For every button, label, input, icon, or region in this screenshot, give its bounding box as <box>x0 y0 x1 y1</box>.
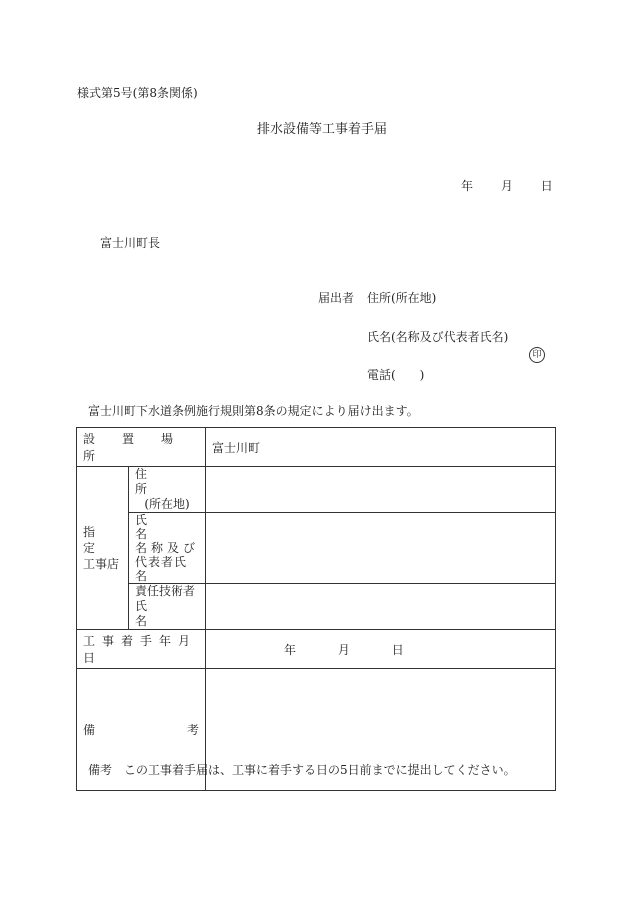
address-label-2: (所在地) <box>144 497 190 511</box>
location-value[interactable]: 富士川町 <box>206 428 556 467</box>
start-date-value[interactable] <box>206 630 556 669</box>
application-table <box>76 427 556 791</box>
name-value[interactable] <box>206 513 556 584</box>
engineer-label-1: 責任技術者 <box>135 584 196 598</box>
location-label-cell <box>77 428 206 467</box>
remarks-label-2: 考 <box>187 723 200 737</box>
location-label: 設置場所 <box>83 432 201 463</box>
footer-note: 備考 この工事着手届は、工事に着手する日の5日前までに提出してください。 <box>88 763 516 777</box>
start-day: 日 <box>391 642 404 657</box>
applicant-address: 住所(所在地) <box>367 291 437 305</box>
name-label-3: 代表者氏名 <box>135 555 188 583</box>
location-row <box>77 428 556 467</box>
applicant-label: 届出者 <box>318 291 355 305</box>
remarks-label <box>83 721 199 738</box>
date-day: 日 <box>540 179 553 193</box>
engineer-value[interactable] <box>206 584 556 630</box>
seal-stamp <box>529 347 545 363</box>
contractor-label-cell <box>77 467 129 630</box>
start-date-label: 工事着手年月日 <box>83 634 198 665</box>
applicant-phone: 電話( ) <box>367 368 425 382</box>
form-number: 様式第5号(第8条関係) <box>77 86 198 100</box>
date-year: 年 <box>461 179 474 193</box>
date-month: 月 <box>500 179 513 193</box>
applicant-name: 氏名(名称及び代表者氏名) <box>367 330 509 344</box>
addressee: 富士川町長 <box>100 236 161 250</box>
engineer-row <box>77 584 556 630</box>
contractor-label-1: 指定 <box>83 525 114 555</box>
date-line <box>461 180 553 192</box>
engineer-label-cell <box>129 584 206 630</box>
engineer-label-2: 氏名 <box>135 599 190 628</box>
name-label-2: 名称及び <box>135 541 200 555</box>
page-title: 排水設備等工事着手届 <box>257 122 388 137</box>
contractor-label-2: 工事店 <box>83 557 120 571</box>
contractor-address-row <box>77 467 556 513</box>
address-label-1: 住所 <box>135 467 190 496</box>
start-date-row <box>77 630 556 669</box>
contractor-name-row <box>77 513 556 584</box>
address-value[interactable] <box>206 467 556 513</box>
statement: 富士川町下水道条例施行規則第8条の規定により届け出ます。 <box>88 404 419 418</box>
name-label-1: 氏名 <box>135 513 190 541</box>
seal-icon: 印 <box>529 347 545 363</box>
name-label-cell <box>129 513 206 584</box>
remarks-label-1: 備 <box>83 723 96 737</box>
start-date-label-cell <box>77 630 206 669</box>
start-month: 月 <box>337 642 350 657</box>
address-label-cell <box>129 467 206 513</box>
start-year: 年 <box>284 642 297 657</box>
